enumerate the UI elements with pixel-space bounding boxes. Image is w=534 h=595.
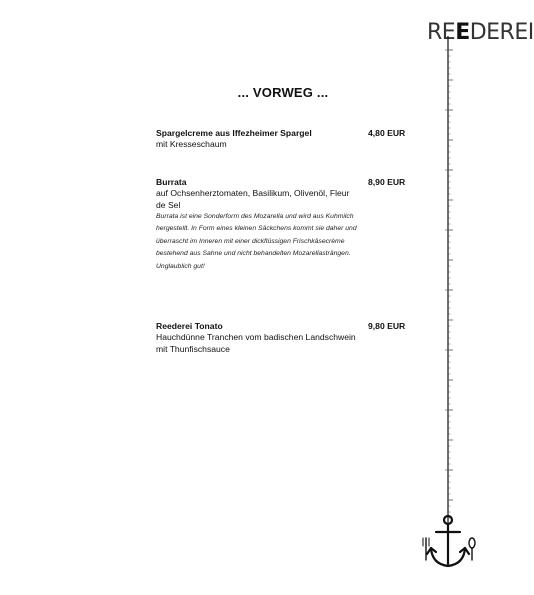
ruler-ticks [445, 50, 453, 518]
item-price: 4,80 EUR [368, 128, 406, 138]
logo-part-after: DEREI [469, 20, 534, 45]
item-name: Burrata [156, 177, 187, 187]
item-description: auf Ochsenherztomaten, Basilikum, Olivenöl, Fleur de Sel [156, 188, 350, 210]
anchor-ruler-decoration [412, 36, 472, 576]
item-description: Hauchdünne Tranchen vom badischen Landschwein mit Thunfischsauce [156, 332, 356, 354]
logo-part-before: RE [427, 20, 456, 45]
item-price: 9,80 EUR [368, 321, 406, 331]
menu-item-reederei-tonato [156, 321, 406, 355]
item-name: Spargelcreme aus Iffezheimer Spargel [156, 128, 312, 138]
item-note: Burrata ist eine Sonderform des Mozarella und wird aus Kuhmilch hergestellt. In Form eines kleinen Säckchens kommt sie daher und überrascht im Inneren mit einer dickflüssigen Frischkäsecrème bestehend aus Sahne und nicht behandelten Mozarellasträngen. Unglaublich gut! [156, 213, 357, 270]
menu-item-burrata [156, 177, 406, 273]
item-description: mit Kresseschaum [156, 139, 227, 149]
menu-item-spargelcreme [156, 128, 406, 151]
section-title: ... VORWEG ... [237, 85, 329, 100]
anchor-icon [423, 516, 475, 566]
item-name: Reederei Tonato [156, 321, 223, 331]
item-price: 8,90 EUR [368, 177, 406, 187]
logo-part-accent: E [455, 20, 470, 45]
